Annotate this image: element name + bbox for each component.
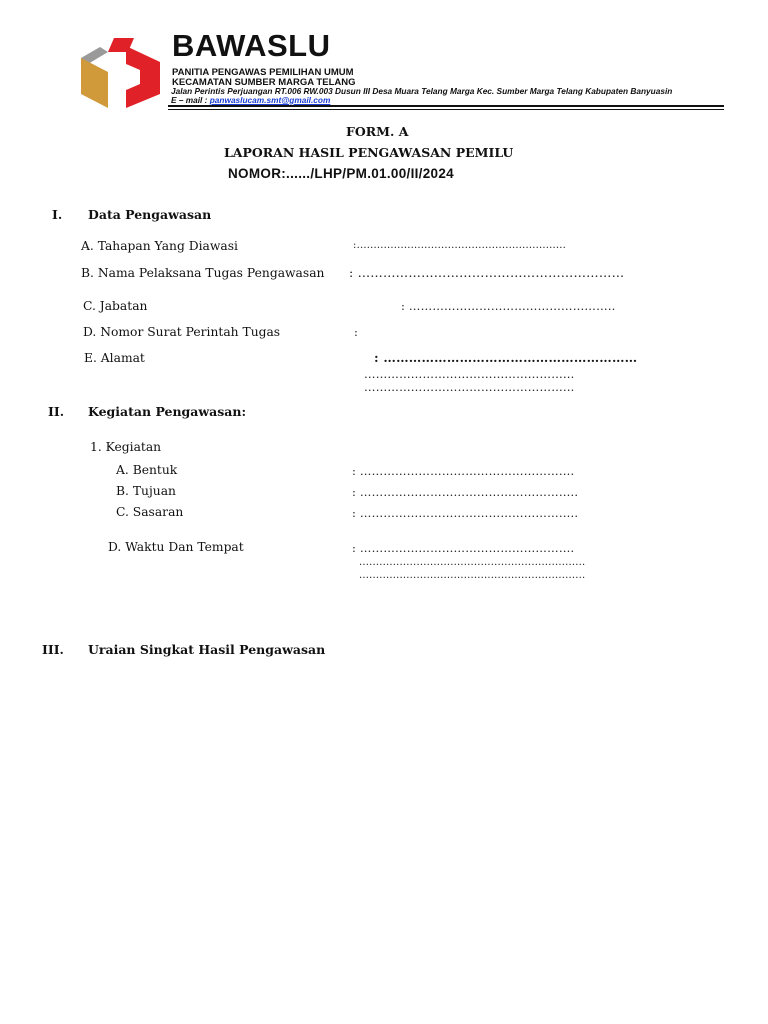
section-2-number: II. (48, 404, 65, 419)
field-d-label: D. Nomor Surat Perintah Tugas (83, 325, 281, 339)
section-1-heading: Data Pengawasan (88, 207, 212, 222)
report-number: NOMOR:....../LHP/PM.01.00/II/2024 (228, 166, 454, 181)
logo-red-face (126, 46, 160, 108)
email-link[interactable]: panwaslucam.smt@gmail.com (209, 95, 331, 105)
waktu-tempat-blank-2: ................................................................... (359, 557, 586, 568)
form-title: FORM. A (346, 124, 409, 139)
sasaran-blank: : ……………………………………………….. (352, 506, 579, 520)
field-e-blank-3: ……………………………………………… (364, 380, 575, 394)
header-rule-thin (168, 109, 724, 110)
section-1-number: I. (52, 207, 63, 222)
org-line-1: PANITIA PENGAWAS PEMILIHAN UMUM (172, 67, 354, 78)
field-c-label: C. Jabatan (83, 299, 148, 313)
field-e-blank-1: : …………………………………………………… (374, 350, 638, 365)
email-line (171, 95, 330, 105)
email-label: E – mail : (171, 95, 210, 105)
brand-name: BAWASLU (172, 28, 331, 63)
bentuk-label: A. Bentuk (116, 463, 178, 477)
kegiatan-label: 1. Kegiatan (90, 440, 162, 454)
field-e-blank-2: ……………………………………………… (364, 367, 575, 381)
tujuan-blank: : ……………………………………………….. (352, 485, 579, 499)
field-c-blank: : …………………………………………….. (401, 299, 616, 313)
report-title: LAPORAN HASIL PENGAWASAN PEMILU (224, 145, 514, 160)
section-3-heading: Uraian Singkat Hasil Pengawasan (88, 642, 326, 657)
bentuk-blank: : ………………………………………………. (352, 464, 575, 478)
field-a-blank: :.............................................................. (353, 240, 567, 251)
sasaran-label: C. Sasaran (116, 505, 184, 519)
address: Jalan Perintis Perjuangan RT.006 RW.003 Dusun III Desa Muara Telang Marga Kec. Sumber Marga Telang Kabupaten Banyuasin (171, 86, 673, 96)
waktu-tempat-label: D. Waktu Dan Tempat (108, 540, 244, 554)
waktu-tempat-blank-1: : ………………………………………………. (352, 541, 575, 555)
field-b-blank: : ……………………………………………………… (349, 265, 625, 280)
header-rule-thick (168, 105, 724, 107)
field-b-label: B. Nama Pelaksana Tugas Pengawasan (81, 266, 325, 280)
field-e-label: E. Alamat (84, 351, 145, 365)
org-line-2: KECAMATAN SUMBER MARGA TELANG (172, 77, 356, 88)
section-2-heading: Kegiatan Pengawasan: (88, 404, 247, 419)
bawaslu-logo (78, 36, 162, 110)
section-3-number: III. (42, 642, 64, 657)
waktu-tempat-blank-3: ................................................................... (359, 570, 586, 581)
field-d-blank: : (354, 325, 359, 339)
field-a-label: A. Tahapan Yang Diawasi (81, 239, 238, 253)
tujuan-label: B. Tujuan (116, 484, 176, 498)
